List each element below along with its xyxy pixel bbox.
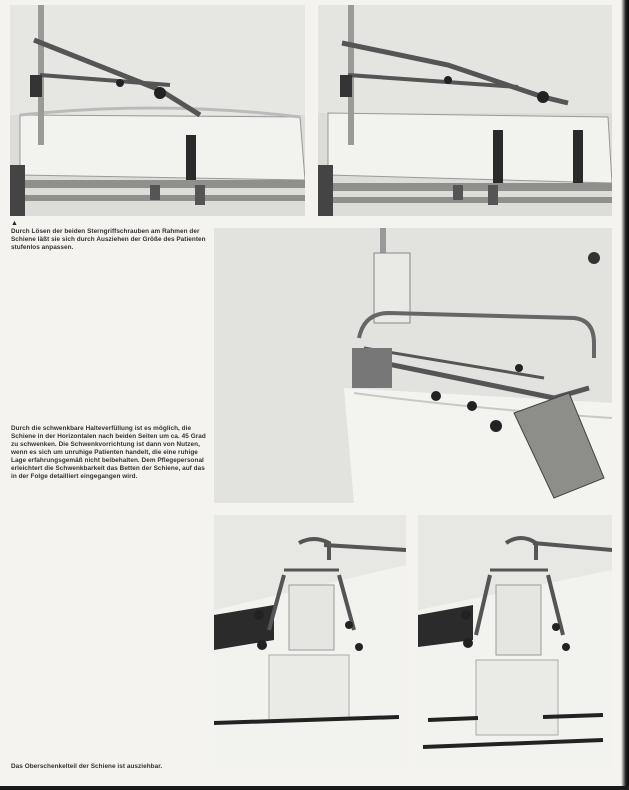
- page-edge-shadow: [621, 0, 629, 790]
- caption-bottom: Das Oberschenkelteil der Schiene ist ausziehbar.: [11, 763, 163, 770]
- caption-top: Durch Lösen der beiden Sterngriffschrauben am Rahmen der Schiene läßt sie sich durch Ausziehen der Größe des Patienten stufenlos anpassen.: [11, 228, 206, 251]
- thigh-part-photo-retracted: [214, 515, 406, 770]
- bed-splint-photo-extended: [318, 5, 612, 216]
- caption-middle: Durch die schwenkbare Halteverfüllung ist es möglich, die Schiene in der Horizontalen nach beiden Seiten um ca. 45 Grad zu schwenken. Die Schwenkvorrichtung ist dann von Nutzen, wenn es sich um unruhige Patienten handelt, die eine ruhige Lage erfahrungsgemäß nicht beibehalten. Dem Pflegepersonal erleichtert die Schwenkbarkeit das Betten der Schiene, auf das in der Folge detailliert eingegangen wird.: [11, 425, 206, 480]
- swivel-splint-photo: [214, 228, 612, 503]
- page-bottom-edge: [0, 786, 629, 790]
- thigh-part-photo-extended: [418, 515, 612, 770]
- caption-arrow-icon: ▲: [11, 220, 18, 227]
- bed-splint-photo-retracted: [10, 5, 305, 216]
